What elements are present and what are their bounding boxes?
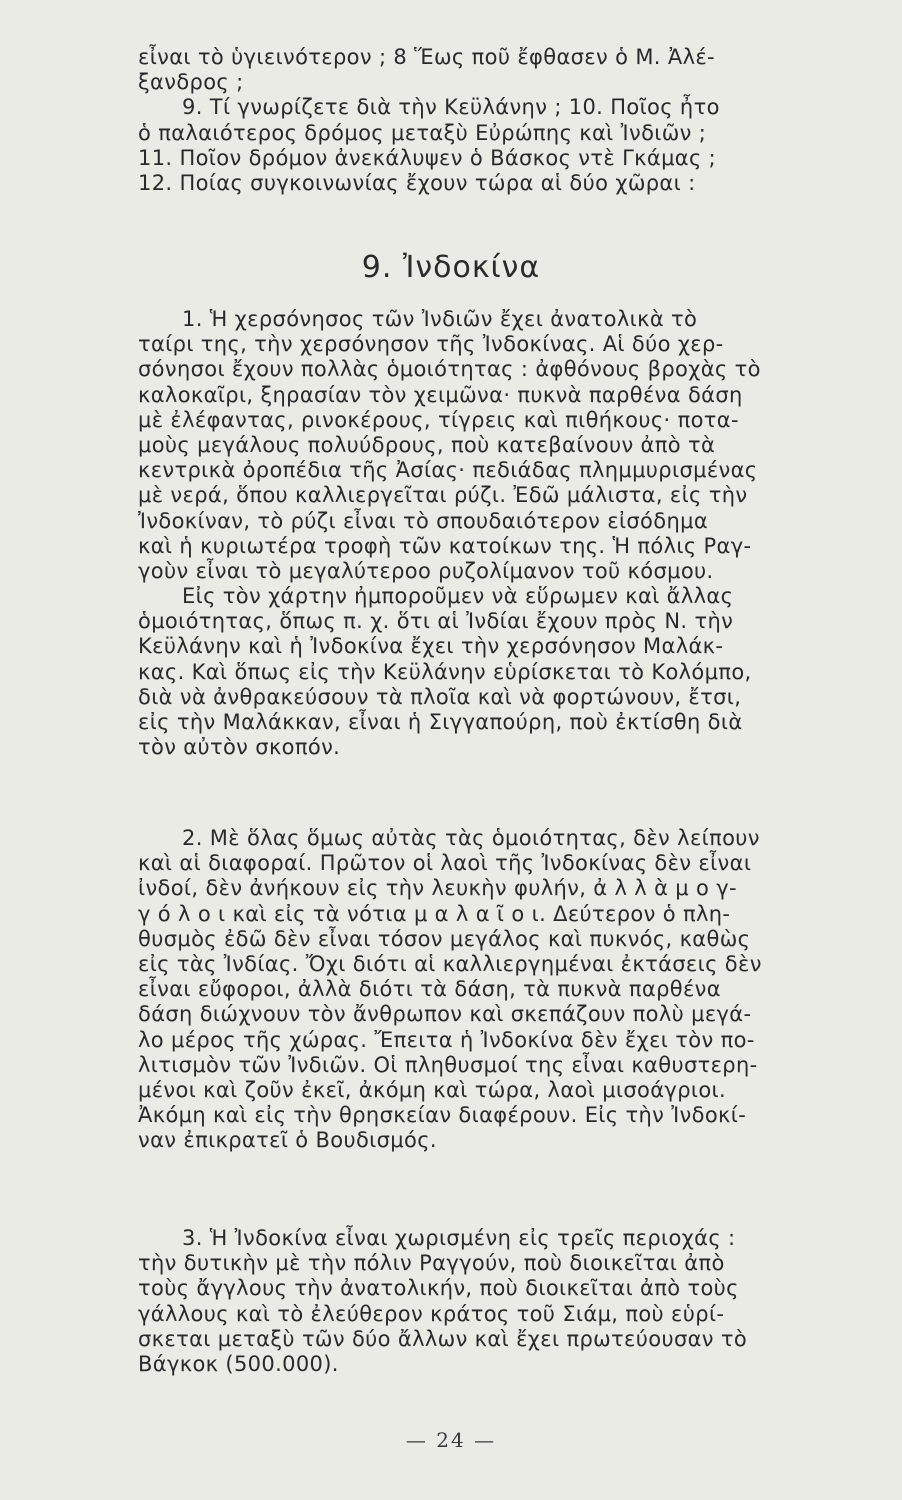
text-line: τὴν δυτικὴν μὲ τὴν πόλιν Ραγγούν, ποὺ διοικεῖται ἀπὸ <box>138 1251 725 1276</box>
text-line: τὸν αὐτὸν σκοπόν. <box>138 735 341 760</box>
text-line: σκεται μεταξὺ τῶν δύο ἄλλων καὶ ἔχει πρωτεύουσαν τὸ <box>138 1326 748 1351</box>
text-line: μένοι καὶ ζοῦν ἐκεῖ, ἀκόμη καὶ τώρα, λαοὶ μισοάγριοι. <box>138 1077 727 1102</box>
paragraph-2 <box>138 826 878 1153</box>
text-line: 11. Ποῖον δρόμον ἀνεκάλυψεν ὁ Βάσκος ντὲ Γκάμας ; <box>138 145 717 170</box>
text-line: ἰνδοί, δὲν ἀνήκουν εἰς τὴν λευκὴν φυλήν, ἀ λ λ ὰ μ ο γ- <box>138 876 737 901</box>
text-line: Ἰνδοκίναν, τὸ ρύζι εἶναι τὸ σπουδαιότερον εἰσόδημα <box>138 508 709 533</box>
text-line: λο μέρος τῆς χώρας. Ἔπειτα ἡ Ἰνδοκίνα δὲν ἔχει τὸν πο- <box>138 1027 755 1052</box>
text-line: 1. Ἡ χερσόνησος τῶν Ἰνδιῶν ἔχει ἀνατολικὰ τὸ <box>182 307 698 331</box>
text-line: θυσμὸς ἐδῶ δὲν εἶναι τόσον μεγάλος καὶ πυκνός, καθὼς <box>138 926 751 951</box>
text-line: ὁμοιότητας, ὅπως π. χ. ὅτι αἱ Ἰνδίαι ἔχουν πρὸς Ν. τὴν <box>138 609 734 634</box>
text-line: ξανδρος ; <box>138 70 244 95</box>
text-line: καλοκαῖρι, ξηρασίαν τὸν χειμῶνα· πυκνὰ παρθένα δάση <box>138 382 743 407</box>
text-line: τοὺς ἄγγλους τὴν ἀνατολικήν, ποὺ διοικεῖται ἀπὸ τοὺς <box>138 1276 739 1301</box>
text-line: εἶναι τὸ ὑγιεινότερον ; 8 Ἕως ποῦ ἔφθασεν ὁ Μ. Ἀλέ- <box>138 45 715 69</box>
text-line: 3. Ἡ Ἰνδοκίνα εἶναι χωρισμένη εἰς τρεῖς περιοχάς : <box>182 1226 736 1250</box>
text-line: λιτισμὸν τῶν Ἰνδιῶν. Οἱ πληθυσμοί της εἶναι καθυστερη- <box>138 1052 758 1077</box>
text-line: 9. Τί γνωρίζετε διὰ τὴν Κεϋλάνην ; 10. Ποῖος ἦτο <box>182 95 720 120</box>
text-line: ναν ἐπικρατεῖ ὁ Βουδισμός. <box>138 1128 437 1153</box>
paragraph-3 <box>138 1226 878 1377</box>
text-line: ταίρι της, τὴν χερσόνησον τῆς Ἰνδοκίνας. Αἱ δύο χερ- <box>138 332 724 357</box>
text-line: διὰ νὰ ἀνθρακεύσουν τὰ πλοῖα καὶ νὰ φορτώνουν, ἔτσι, <box>138 684 742 709</box>
text-line: δάση διώχνουν τὸν ἄνθρωπον καὶ σκεπάζουν πολὺ μεγά- <box>138 1002 752 1027</box>
text-line: Εἰς τὸν χάρτην ἠμποροῦμεν νὰ εὕρωμεν καὶ ἄλλας <box>182 584 734 609</box>
page-number: — 24 — <box>405 1428 497 1452</box>
text-line: μοὺς μεγάλους πολυύδρους, ποὺ κατεβαίνουν ἀπὸ τὰ <box>138 432 716 457</box>
review-questions <box>138 45 878 196</box>
text-line: σόνησοι ἔχουν πολλὰς ὁμοιότητας : ἀφθόνους βροχὰς τὸ <box>138 357 761 382</box>
text-line: εἶναι εὔφοροι, ἀλλὰ διότι τὰ δάση, τὰ πυκνὰ παρθένα <box>138 977 721 1002</box>
text-line: 12. Ποίας συγκοινωνίας ἔχουν τώρα αἱ δύο χῶραι : <box>138 170 696 195</box>
text-line: κεντρικὰ ὀροπέδια τῆς Ἀσίας· πεδιάδας πλημμυρισμένας <box>138 458 758 483</box>
paragraph-1 <box>138 307 878 760</box>
text-line: Κεϋλάνην καὶ ἡ Ἰνδοκίνα ἔχει τὴν χερσόνησον Μαλάκ- <box>138 634 724 659</box>
section-title: 9. Ἰνδοκίνα <box>361 250 541 285</box>
text-line: μὲ ἐλέφαντας, ρινοκέρους, τίγρεις καὶ πιθήκους· ποτα- <box>138 407 739 432</box>
text-line: γ ό λ ο ι καὶ εἰς τὰ νότια μ α λ α ῖ ο ι. Δεύτερον ὁ πλη- <box>138 901 731 926</box>
text-line: κας. Καὶ ὅπως εἰς τὴν Κεϋλάνην εὑρίσκεται τὸ Κολόμπο, <box>138 659 752 684</box>
text-line: 2. Μὲ ὅλας ὅμως αὐτὰς τὰς ὁμοιότητας, δὲν λείπουν <box>182 826 760 850</box>
text-line: Ἀκόμη καὶ εἰς τὴν θρησκείαν διαφέρουν. Εἰς τὴν Ἰνδοκί- <box>138 1103 747 1128</box>
text-line: μὲ νερά, ὅπου καλλιεργεῖται ρύζι. Ἐδῶ μάλιστα, εἰς τὴν <box>138 483 748 508</box>
text-line: καὶ ἡ κυριωτέρα τροφὴ τῶν κατοίκων της. Ἡ πόλις Ραγ- <box>138 533 752 558</box>
text-line: ὁ παλαιότερος δρόμος μεταξὺ Εὐρώπης καὶ Ἰνδιῶν ; <box>138 120 707 145</box>
text-line: καὶ αἱ διαφοραί. Πρῶτον οἱ λαοὶ τῆς Ἰνδοκίνας δὲν εἶναι <box>138 851 752 876</box>
text-line: εἰς τὰς Ἰνδίας. Ὄχι διότι αἱ καλλιεργημέναι ἐκτάσεις δὲν <box>138 951 762 976</box>
text-line: γοὺν εἶναι τὸ μεγαλύτεροο ρυζολίμανον τοῦ κόσμου. <box>138 558 714 583</box>
text-line: γάλλους καὶ τὸ ἐλεύθερον κράτος τοῦ Σιάμ, ποὺ εὑρί- <box>138 1301 725 1326</box>
text-line: εἰς τὴν Μαλάκκαν, εἶναι ἡ Σιγγαπούρη, ποὺ ἐκτίσθη διὰ <box>138 710 743 734</box>
text-line: Βάγκοκ (500.000). <box>138 1351 339 1376</box>
